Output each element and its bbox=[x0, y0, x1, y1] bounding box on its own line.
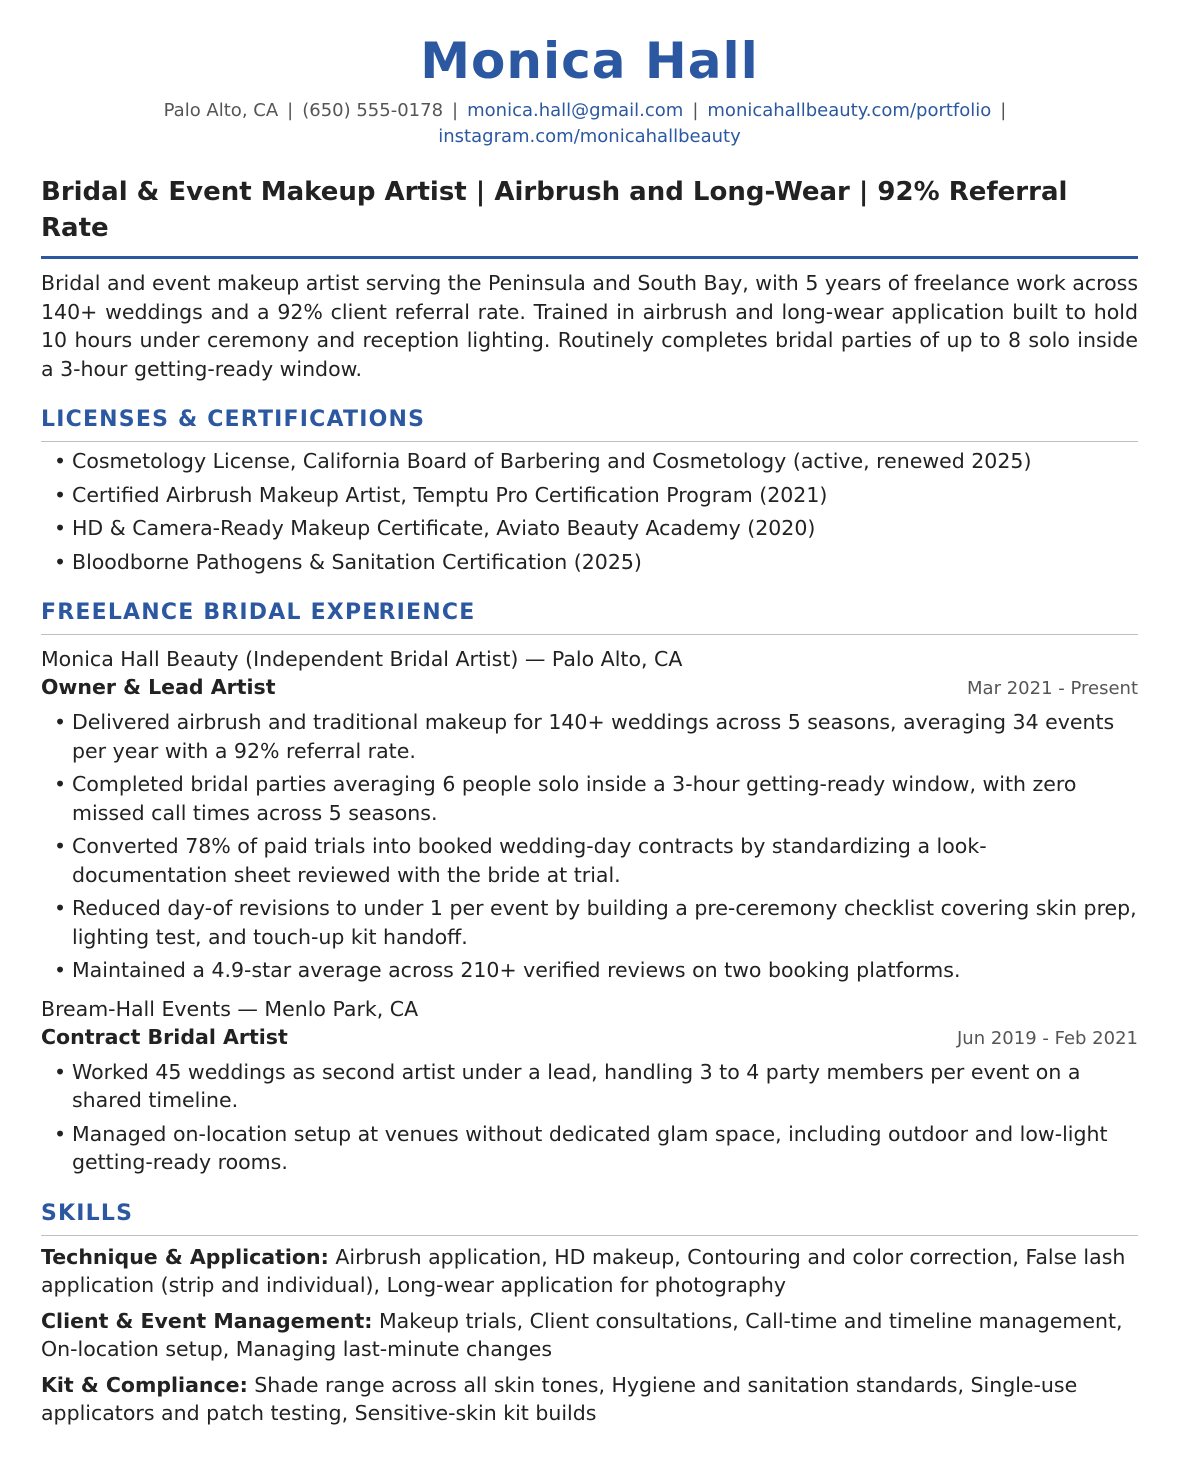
portfolio-link[interactable]: monicahallbeauty.com/portfolio bbox=[707, 100, 992, 121]
skill-group bbox=[41, 1371, 1138, 1428]
experience-heading: FREELANCE BRIDAL EXPERIENCE bbox=[41, 598, 1138, 635]
instagram-link[interactable]: instagram.com/monicahallbeauty bbox=[438, 126, 741, 147]
job-company: Bream-Hall Events — Menlo Park, CA bbox=[41, 996, 419, 1021]
job-dates: Jun 2019 - Feb 2021 bbox=[957, 1027, 1138, 1049]
skill-group-label: Technique & Application: bbox=[41, 1244, 329, 1269]
job-bullet: • Converted 78% of paid trials into booked wedding-day contracts by standardizing a look-documentation sheet reviewed with the bride at trial. bbox=[54, 832, 1138, 889]
professional-headline: Bridal & Event Makeup Artist | Airbrush and Long-Wear | 92% Referral Rate bbox=[41, 174, 1138, 259]
certification-item: • Cosmetology License, California Board of Barbering and Cosmetology (active, renewed 2025) bbox=[54, 447, 1138, 476]
job-bullets bbox=[41, 708, 1138, 985]
phone: (650) 555-0178 bbox=[302, 100, 444, 121]
job-bullet: • Maintained a 4.9-star average across 210+ verified reviews on two booking platforms. bbox=[54, 956, 1138, 985]
job-bullet: • Managed on-location setup at venues without dedicated glam space, including outdoor and low-light getting-ready rooms. bbox=[54, 1120, 1138, 1177]
location: Palo Alto, CA bbox=[163, 100, 279, 121]
contact-separator: | bbox=[452, 100, 459, 121]
job-bullet: • Worked 45 weddings as second artist under a lead, handling 3 to 4 party members per event on a shared timeline. bbox=[54, 1058, 1138, 1115]
job-entry bbox=[41, 645, 1138, 985]
job-role-row bbox=[41, 673, 1138, 703]
contact-info bbox=[41, 98, 1138, 150]
skill-group bbox=[41, 1243, 1138, 1300]
contact-separator: | bbox=[287, 100, 294, 121]
job-title: Contract Bridal Artist bbox=[41, 1024, 288, 1049]
certification-item: • Bloodborne Pathogens & Sanitation Certification (2025) bbox=[54, 548, 1138, 577]
skill-group-text: Airbrush application, HD makeup, Contouring and color correction, False lash application (strip and individual), Long-wear application for photography bbox=[41, 1244, 1126, 1297]
job-bullets bbox=[41, 1058, 1138, 1177]
contact-separator: | bbox=[692, 100, 699, 121]
candidate-name: Monica Hall bbox=[420, 32, 759, 90]
job-role-row bbox=[41, 1023, 1138, 1053]
skills-list bbox=[41, 1243, 1138, 1428]
certification-item: • HD & Camera-Ready Makeup Certificate, Aviato Beauty Academy (2020) bbox=[54, 514, 1138, 543]
contact-separator: | bbox=[1000, 100, 1007, 121]
certification-item: • Certified Airbrush Makeup Artist, Temptu Pro Certification Program (2021) bbox=[54, 481, 1138, 510]
job-bullet: • Reduced day-of revisions to under 1 per event by building a pre-ceremony checklist covering skin prep, lighting test, and touch-up kit handoff. bbox=[54, 894, 1138, 951]
job-bullet: • Completed bridal parties averaging 6 people solo inside a 3-hour getting-ready window, with zero missed call times across 5 seasons. bbox=[54, 770, 1138, 827]
job-title: Owner & Lead Artist bbox=[41, 675, 276, 699]
certifications-heading: LICENSES & CERTIFICATIONS bbox=[41, 405, 1138, 442]
job-company: Monica Hall Beauty (Independent Bridal Artist) — Palo Alto, CA bbox=[41, 647, 683, 671]
job-dates: Mar 2021 - Present bbox=[967, 678, 1138, 699]
skill-group-text: Shade range across all skin tones, Hygiene and sanitation standards, Single-use applicators and patch testing, Sensitive-skin kit builds bbox=[41, 1372, 1078, 1425]
job-bullet: • Delivered airbrush and traditional makeup for 140+ weddings across 5 seasons, averaging 34 events per year with a 92% referral rate. bbox=[54, 708, 1138, 765]
skill-group-text: Makeup trials, Client consultations, Call-time and timeline management, On-location setup, Managing last-minute changes bbox=[41, 1308, 1123, 1361]
certifications-list bbox=[41, 447, 1138, 576]
skill-group-label: Client & Event Management: bbox=[41, 1308, 373, 1333]
professional-summary: Bridal and event makeup artist serving the Peninsula and South Bay, with 5 years of freelance work across 140+ weddings and a 92% client referral rate. Trained in airbrush and long-wear application built to hold 10 hours under ceremony and reception lighting. Routinely completes bridal parties of up to 8 solo inside a 3-hour getting-ready window. bbox=[41, 271, 1138, 381]
skill-group-label: Kit & Compliance: bbox=[41, 1372, 248, 1397]
skill-group bbox=[41, 1307, 1138, 1364]
skills-heading: SKILLS bbox=[41, 1199, 1138, 1236]
job-entry bbox=[41, 995, 1138, 1177]
email-link[interactable]: monica.hall@gmail.com bbox=[467, 100, 684, 121]
